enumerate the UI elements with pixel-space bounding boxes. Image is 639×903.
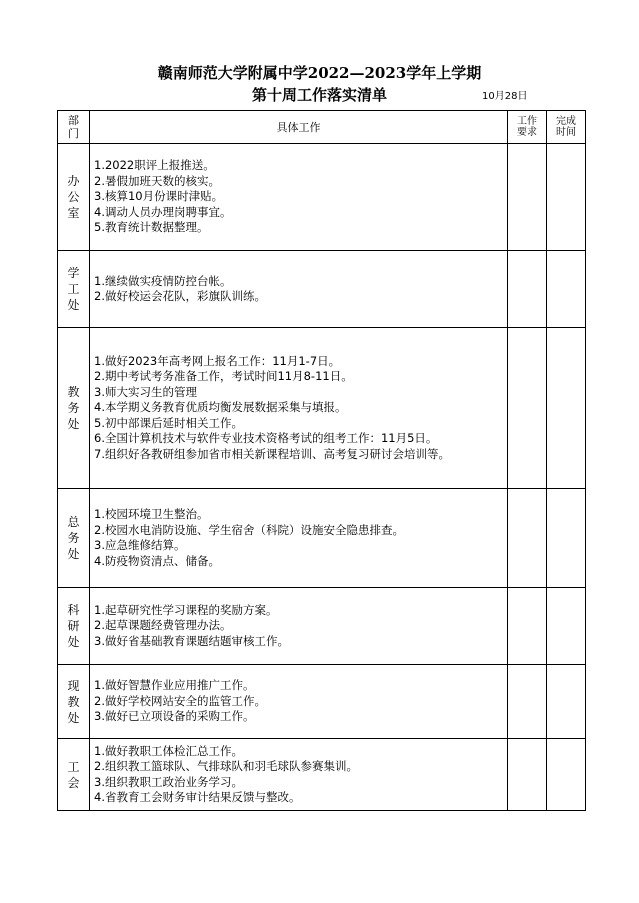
completion-cell [547, 251, 586, 328]
header-completion-line: 完成 [556, 116, 576, 127]
dept-char: 室 [67, 206, 80, 220]
dept-cell [58, 144, 90, 251]
document-title: 赣南师范大学附属中学2022—2023学年上学期 [157, 64, 482, 82]
dept-char: 研 [67, 619, 80, 633]
requirement-cell [508, 251, 547, 328]
table-header-row [58, 111, 586, 144]
work-cell [90, 251, 508, 328]
dept-char: 工 [67, 282, 80, 296]
work-item: 4.本学期义务教育优质均衡发展数据采集与填报。 [94, 400, 347, 415]
work-item: 1.起草研究性学习课程的奖励方案。 [94, 602, 278, 617]
work-cell [90, 588, 508, 665]
work-item: 6.全国计算机技术与软件专业技术资格考试的组考工作：11月5日。 [94, 431, 438, 446]
dept-cell [58, 328, 90, 489]
work-item: 1.做好2023年高考网上报名工作：11月1-7日。 [94, 353, 341, 368]
dept-char: 总 [67, 515, 80, 529]
completion-cell [547, 144, 586, 251]
dept-char: 务 [67, 531, 80, 545]
work-item: 3.组织教职工政治业务学习。 [94, 774, 243, 789]
dept-char: 教 [67, 385, 80, 399]
completion-cell [547, 588, 586, 665]
dept-cell [58, 588, 90, 665]
requirement-cell [508, 328, 547, 489]
work-item: 1.2022职评上报推送。 [94, 158, 215, 173]
dept-cell [58, 665, 90, 739]
work-item: 3.做好已立项设备的采购工作。 [94, 709, 255, 724]
completion-cell [547, 328, 586, 489]
work-item: 5.教育统计数据整理。 [94, 220, 209, 235]
work-item: 1.继续做实疫情防控台帐。 [94, 273, 232, 288]
work-item: 4.防疫物资清点、储备。 [94, 553, 220, 568]
completion-cell [547, 739, 586, 811]
header-work: 具体工作 [90, 111, 508, 144]
work-item: 5.初中部课后延时相关工作。 [94, 415, 243, 430]
completion-cell [547, 489, 586, 588]
dept-char: 学 [67, 266, 80, 280]
dept-cell [58, 739, 90, 811]
table-row [58, 489, 586, 588]
header-requirement-line: 工作 [517, 116, 537, 127]
document-subtitle: 第十周工作落实清单 [251, 86, 387, 104]
requirement-cell [508, 144, 547, 251]
header-requirement-line: 要求 [517, 127, 537, 138]
work-item: 3.核算10月份课时津贴。 [94, 189, 224, 204]
table-row [58, 328, 586, 489]
table-row [58, 665, 586, 739]
dept-char: 处 [67, 298, 80, 312]
header-completion-line: 时间 [556, 127, 576, 138]
work-item: 4.调动人员办理岗聘事宜。 [94, 204, 232, 219]
requirement-cell [508, 665, 547, 739]
requirement-cell [508, 739, 547, 811]
header-dept-line: 部 [68, 114, 79, 127]
dept-char: 工 [67, 759, 80, 774]
dept-char: 务 [67, 401, 80, 415]
dept-cell [58, 489, 90, 588]
work-cell [90, 489, 508, 588]
work-item: 4.省教育工会财务审计结果反馈与整改。 [94, 790, 301, 804]
work-item: 2.做好学校网站安全的监管工作。 [94, 693, 266, 708]
dept-char: 处 [67, 547, 80, 561]
table-row [58, 739, 586, 811]
dept-char: 现 [67, 678, 80, 693]
completion-cell [547, 665, 586, 739]
work-item: 2.起草课题经费管理办法。 [94, 618, 232, 633]
work-checklist-table [57, 110, 586, 811]
header-completion [547, 111, 586, 144]
work-item: 1.做好智慧作业应用推广工作。 [94, 678, 255, 693]
work-item: 3.师大实习生的管理 [94, 384, 197, 399]
work-item: 7.组织好各教研组参加省市相关新课程培训、高考复习研讨会培训等。 [94, 446, 450, 461]
table-row [58, 588, 586, 665]
header-dept-line: 门 [68, 127, 79, 140]
header-dept [58, 111, 90, 144]
dept-char: 处 [67, 417, 80, 431]
document-date: 10月28日 [482, 91, 528, 102]
work-item: 1.做好教职工体检汇总工作。 [94, 743, 243, 758]
requirement-cell [508, 489, 547, 588]
table-row [58, 251, 586, 328]
work-cell [90, 739, 508, 811]
dept-char: 会 [67, 775, 80, 790]
work-cell [90, 665, 508, 739]
work-item: 2.期中考试考务准备工作，考试时间11月8-11日。 [94, 369, 353, 384]
dept-char: 公 [67, 190, 80, 204]
header-requirement [508, 111, 547, 144]
work-cell [90, 144, 508, 251]
work-item: 2.校园水电消防设施、学生宿舍（科院）设施安全隐患排查。 [94, 522, 404, 537]
work-item: 1.校园环境卫生整治。 [94, 507, 209, 521]
dept-char: 科 [67, 603, 80, 617]
work-item: 2.做好校运会花队，彩旗队训练。 [94, 289, 266, 303]
work-item: 3.应急维修结算。 [94, 538, 186, 552]
dept-char: 教 [67, 694, 80, 709]
dept-char: 办 [67, 174, 80, 188]
dept-char: 处 [67, 710, 80, 725]
work-item: 2.暑假加班天数的核实。 [94, 173, 220, 188]
work-item: 2.组织教工篮球队、气排球队和羽毛球队参赛集训。 [94, 759, 358, 773]
table-row [58, 144, 586, 251]
work-cell [90, 328, 508, 489]
work-item: 3.做好省基础教育课题结题审核工作。 [94, 633, 289, 648]
requirement-cell [508, 588, 547, 665]
dept-cell [58, 251, 90, 328]
dept-char: 处 [67, 635, 80, 649]
